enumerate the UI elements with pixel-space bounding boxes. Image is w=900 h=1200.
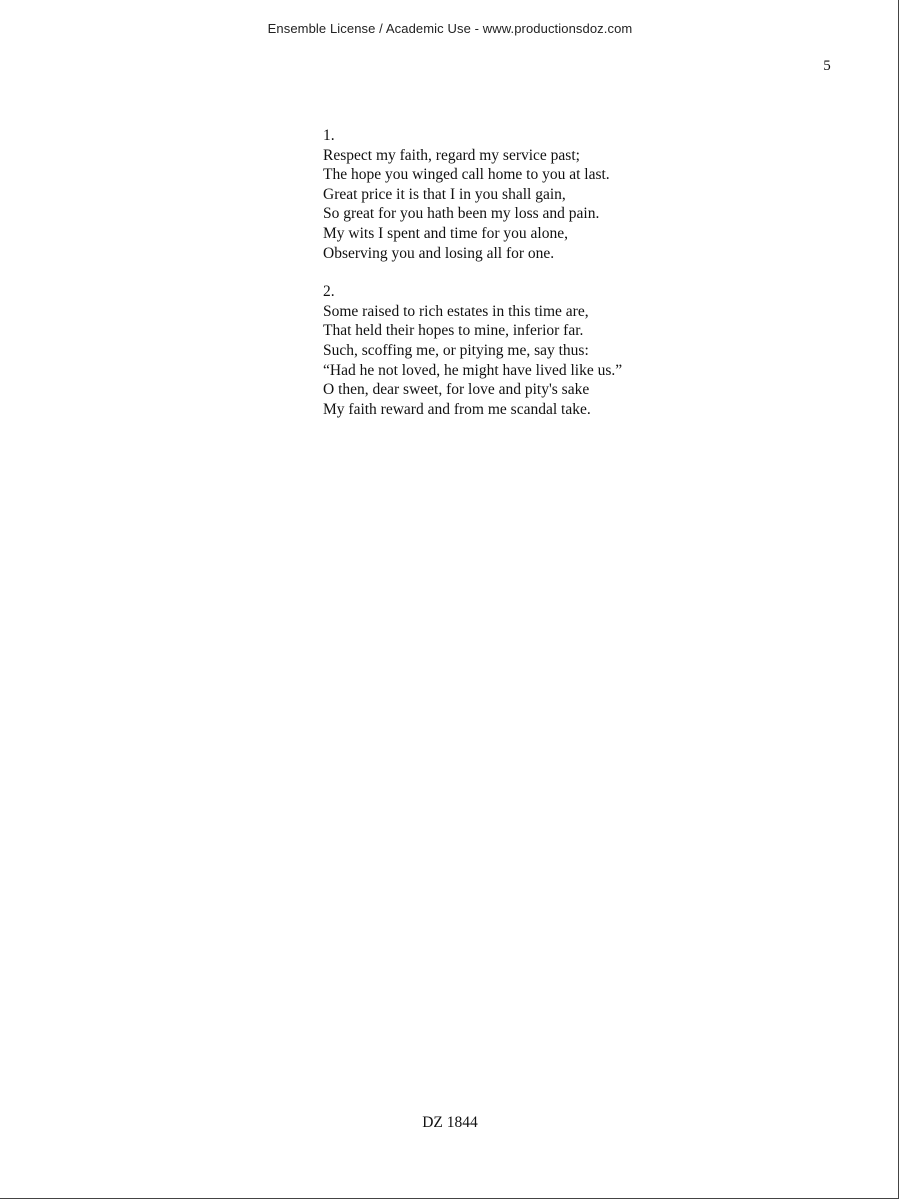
verse-line: That held their hopes to mine, inferior far.	[323, 322, 584, 340]
verse-line: Respect my faith, regard my service past;	[323, 146, 580, 164]
verse-line: “Had he not loved, he might have lived like us.”	[323, 361, 623, 379]
verse-line: My faith reward and from me scandal take.	[323, 400, 591, 418]
stanza-number: 1.	[323, 127, 335, 144]
footer-code: DZ 1844	[422, 1114, 478, 1131]
license-header: Ensemble License / Academic Use - www.productionsdoz.com	[267, 21, 633, 36]
verse-line: Such, scoffing me, or pitying me, say thus:	[323, 341, 589, 359]
poem-text	[323, 126, 622, 438]
verse-line: So great for you hath been my loss and pain.	[323, 205, 600, 223]
verse-line: O then, dear sweet, for love and pity's sake	[323, 381, 590, 399]
verse-line: My wits I spent and time for you alone,	[323, 224, 568, 242]
verse-line: Great price it is that I in you shall gain,	[323, 185, 566, 203]
verse-line: Some raised to rich estates in this time are,	[323, 302, 589, 320]
stanza-2	[323, 282, 622, 419]
verse-line: The hope you winged call home to you at last.	[323, 166, 610, 184]
stanza-1	[323, 126, 622, 263]
verse-line: Observing you and losing all for one.	[323, 244, 555, 262]
page-number: 5	[823, 58, 831, 74]
stanza-number: 2.	[323, 283, 335, 301]
